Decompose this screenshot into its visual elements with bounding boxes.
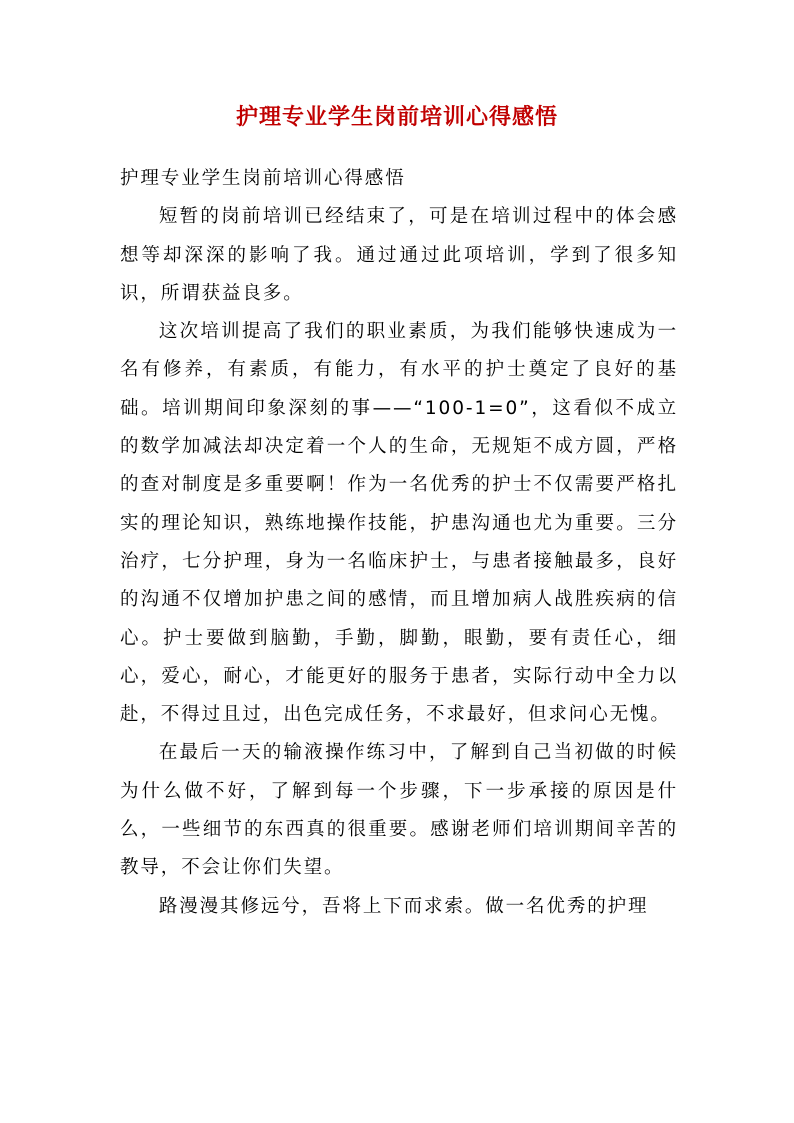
document-subtitle: 护理专业学生岗前培训心得感悟 bbox=[120, 168, 406, 189]
paragraph-3: 在最后一天的输液操作练习中，了解到自己当初做的时候为什么做不好，了解到每一个步骤，下一步承接的原因是什么，一些细节的东西真的很重要。感谢老师们培训期间辛苦的教导，不会让你们失望。 bbox=[120, 742, 678, 879]
paragraph-4: 路漫漫其修远兮，吾将上下而求索。做一名优秀的护理 bbox=[158, 895, 649, 917]
document-body bbox=[120, 160, 678, 926]
paragraph-2: 这次培训提高了我们的职业素质，为我们能够快速成为一名有修养，有素质，有能力，有水平的护士奠定了良好的基础。培训期间印象深刻的事——“100-1=0”，这看似不成立的数学加减法却决定着一个人的生命，无规矩不成方圆，严格的查对制度是多重要啊！作为一名优秀的护士不仅需要严格扎实的理论知识，熟练地操作技能，护患沟通也尤为重要。三分治疗，七分护理，身为一名临床护士，与患者接触最多，良好的沟通不仅增加护患之间的感情，而且增加病人战胜疾病的信心。护士要做到脑勤，手勤，脚勤，眼勤，要有责任心，细心，爱心，耐心，才能更好的服务于患者，实际行动中全力以赴，不得过且过，出色完成任务，不求最好，但求问心无愧。 bbox=[120, 321, 678, 726]
document-title: 护理专业学生岗前培训心得感悟 bbox=[235, 104, 558, 130]
paragraph-1: 短暂的岗前培训已经结束了，可是在培训过程中的体会感想等却深深的影响了我。通过通过此项培训，学到了很多知识，所谓获益良多。 bbox=[120, 206, 678, 304]
